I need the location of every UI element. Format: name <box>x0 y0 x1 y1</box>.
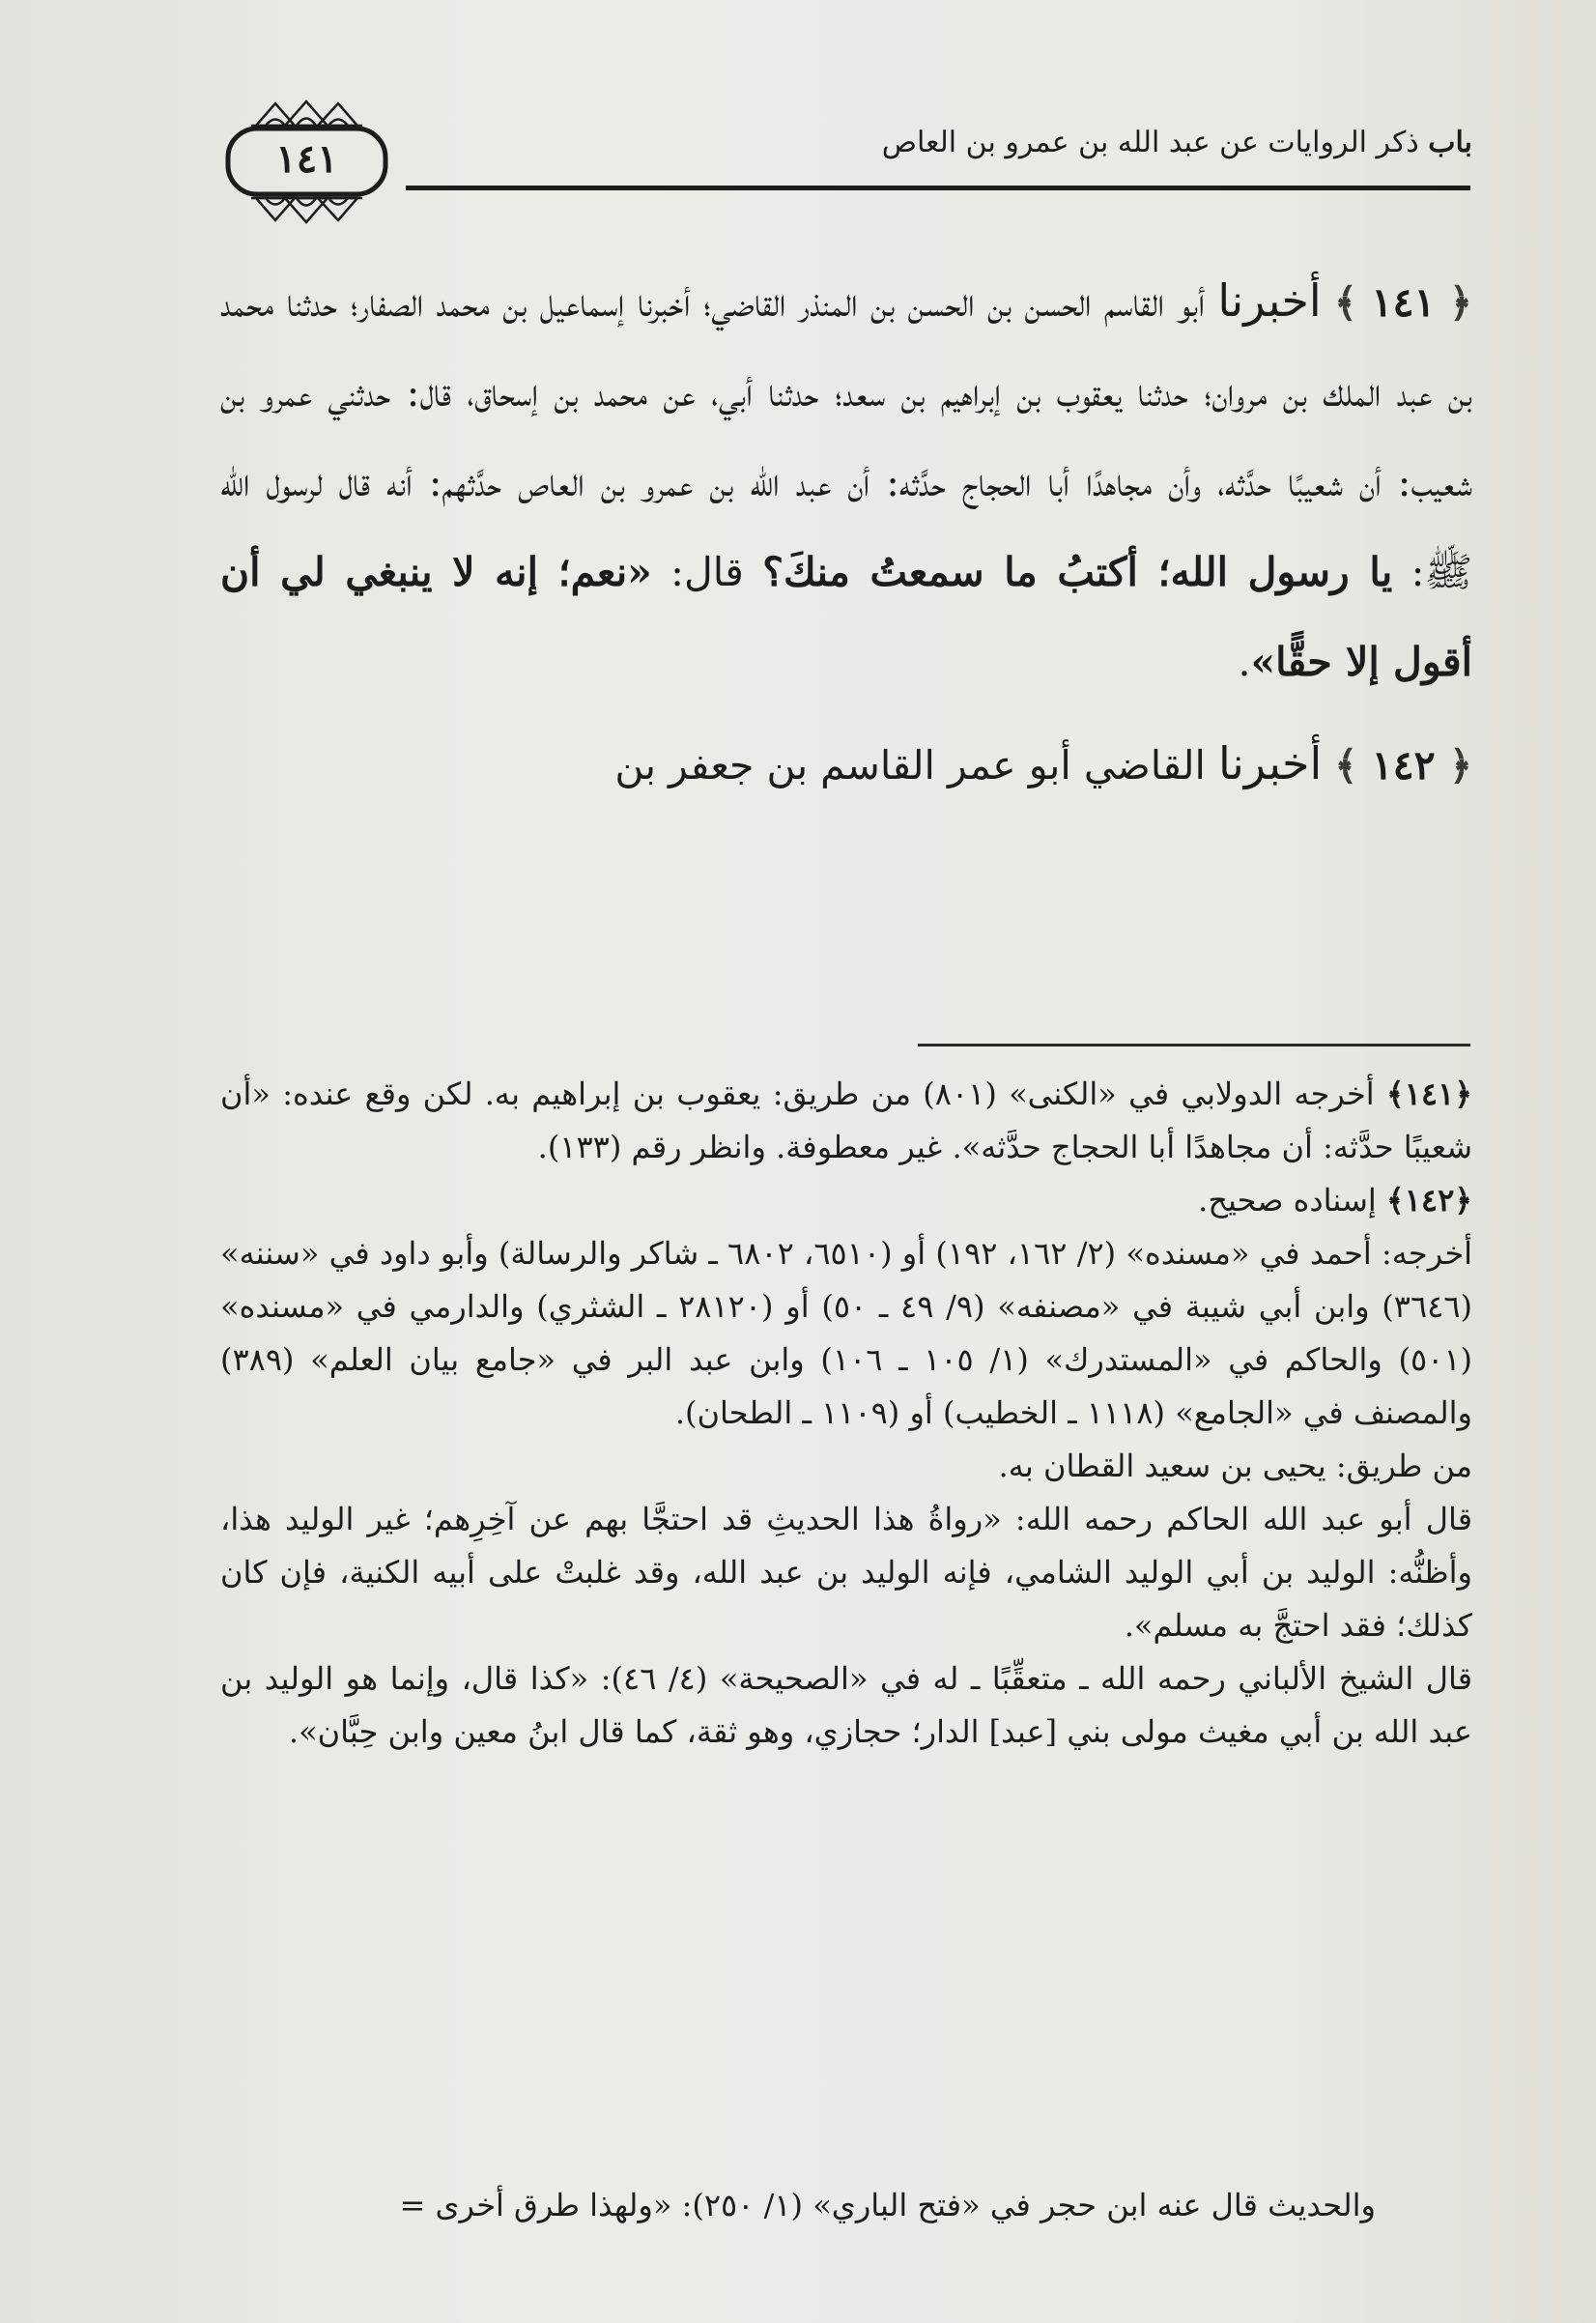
hadith-text-142: القاضي أبو عمر القاسم بن جعفر بن <box>614 742 1218 789</box>
footnote-number-142: ﴿١٤٢﴾ <box>1385 1182 1472 1219</box>
footnotes <box>220 1068 1472 1759</box>
hadith-question: يا رسول الله؛ أكتبُ ما سمعتُ منكَ؟ <box>762 549 1393 595</box>
hadith-number-142: ﴿ ١٤٢ ﴾ <box>1334 742 1472 789</box>
footnote-rule <box>918 1044 1470 1047</box>
ornate-bracket-icon: ﴾ <box>1333 279 1357 326</box>
hadith-142 <box>220 719 1472 811</box>
footnote-142-albani: قال الشيخ الألباني رحمه الله ـ متعقِّبًا ـ له في «الصحيحة» (٤/ ٤٦): «كذا قال، وإنما هو الوليد بن عبد الله بن أبي مغيث مولى بني [عبد] الدار؛ حجازي، وهو ثقة، كما قال ابنُ معين وابن حِبَّان». <box>220 1660 1473 1750</box>
hadith-number-141: ﴿ ١٤١ ﴾ <box>1333 279 1472 326</box>
footnote-text-141: أخرجه الدولابي في «الكنى» (٨٠١) من طريق: يعقوب بن إبراهيم به. لكن وقع عنده: «أن شعيبًا حدَّثه: أن مجاهدًا أبا الحجاج حدَّثه». غير معطوفة. وانظر رقم (١٣٣). <box>220 1075 1472 1165</box>
footnote-142-grade <box>220 1174 1472 1227</box>
footnote-142-hakim: قال أبو عبد الله الحاكم رحمه الله: «رواةُ هذا الحديثِ قد احتجَّا بهم عن آخِرِهم؛ غير الوليد هذا، وأظنُّه: الوليد بن أبي الوليد الشامي، فإنه الوليد بن عبد الله، وقد غلبتْ على أبيه الكنية، فإن كان كذلك؛ فقد احتجَّ به مسلم». <box>220 1501 1472 1644</box>
ornate-bracket-icon: ﴿ <box>1448 279 1472 326</box>
hadith-text-141: أبو القاسم الحسن بن الحسن بن المنذر القاضي؛ أخبرنا إسماعيل بن محمد الصفار؛ حدثنا محمد بن عبد الملك بن مروان؛ حدثنا يعقوب بن إبراهيم بن سعد؛ حدثنا أبي، عن محمد بن إسحاق، قال: حدثني عمرو بن شعيب: أن شعيبًا حدَّثه، وأن مجاهدًا أبا الحجاج حدَّثه: أن عبد الله بن عمرو بن العاص حدَّثهم: أنه قال لرسول الله ﷺ: <box>220 279 1472 595</box>
running-header <box>882 126 1472 159</box>
hadith-lead-142: أخبرنا <box>1217 737 1323 789</box>
hadith-mid: قال: <box>651 549 763 595</box>
header-title-text: ذكر الروايات عن عبد الله بن عمرو بن العاص <box>881 126 1429 159</box>
hadith-answer: «نعم؛ إنه لا ينبغي لي أن أقول إلا حقًّا» <box>220 549 1472 685</box>
hadith-end: . <box>1238 639 1251 685</box>
ornate-bracket-icon: ﴾ <box>1334 742 1358 789</box>
header-rule <box>406 186 1470 190</box>
footnote-142-route: من طريق: يحيى بن سعيد القطان به. <box>998 1448 1472 1484</box>
main-text <box>220 256 1472 811</box>
hadith-lead-141: أخبرنا <box>1217 274 1322 327</box>
ornate-bracket-icon: ﴿ <box>1448 742 1472 789</box>
header-title-lead: باب <box>1428 126 1472 159</box>
hadith-141 <box>220 256 1472 707</box>
footnote-number-141: ﴿١٤١﴾ <box>1385 1075 1473 1112</box>
page-number-badge <box>222 92 391 232</box>
footnote-141 <box>220 1068 1472 1174</box>
footnote-grade: إسناده صحيح. <box>1198 1182 1386 1219</box>
footnote-142-sources: أخرجه: أحمد في «مسنده» (٢/ ١٦٢، ١٩٢) أو (٦٥١٠، ٦٨٠٢ ـ شاكر والرسالة) وأبو داود في «سننه» (٣٦٤٦) وابن أبي شيبة في «مصنفه» (٩/ ٤٩ ـ ٥٠) أو (٢٨١٢٠ ـ الشثري) والدارمي في «مسنده» (٥٠١) والحاكم في «المستدرك» (١/ ١٠٥ ـ ١٠٦) وابن عبد البر في «جامع بيان العلم» (٣٨٩) والمصنف في «الجامع» (١١١٨ ـ الخطيب) أو (١١٠٩ ـ الطحان). <box>220 1235 1473 1431</box>
page-number: ١٤١ <box>275 136 338 182</box>
footnote-142-ibn-hajar: والحديث قال عنه ابن حجر في «فتح الباري» (١/ ٢٥٠): «ولهذا طرق أخرى = <box>399 2187 1376 2223</box>
